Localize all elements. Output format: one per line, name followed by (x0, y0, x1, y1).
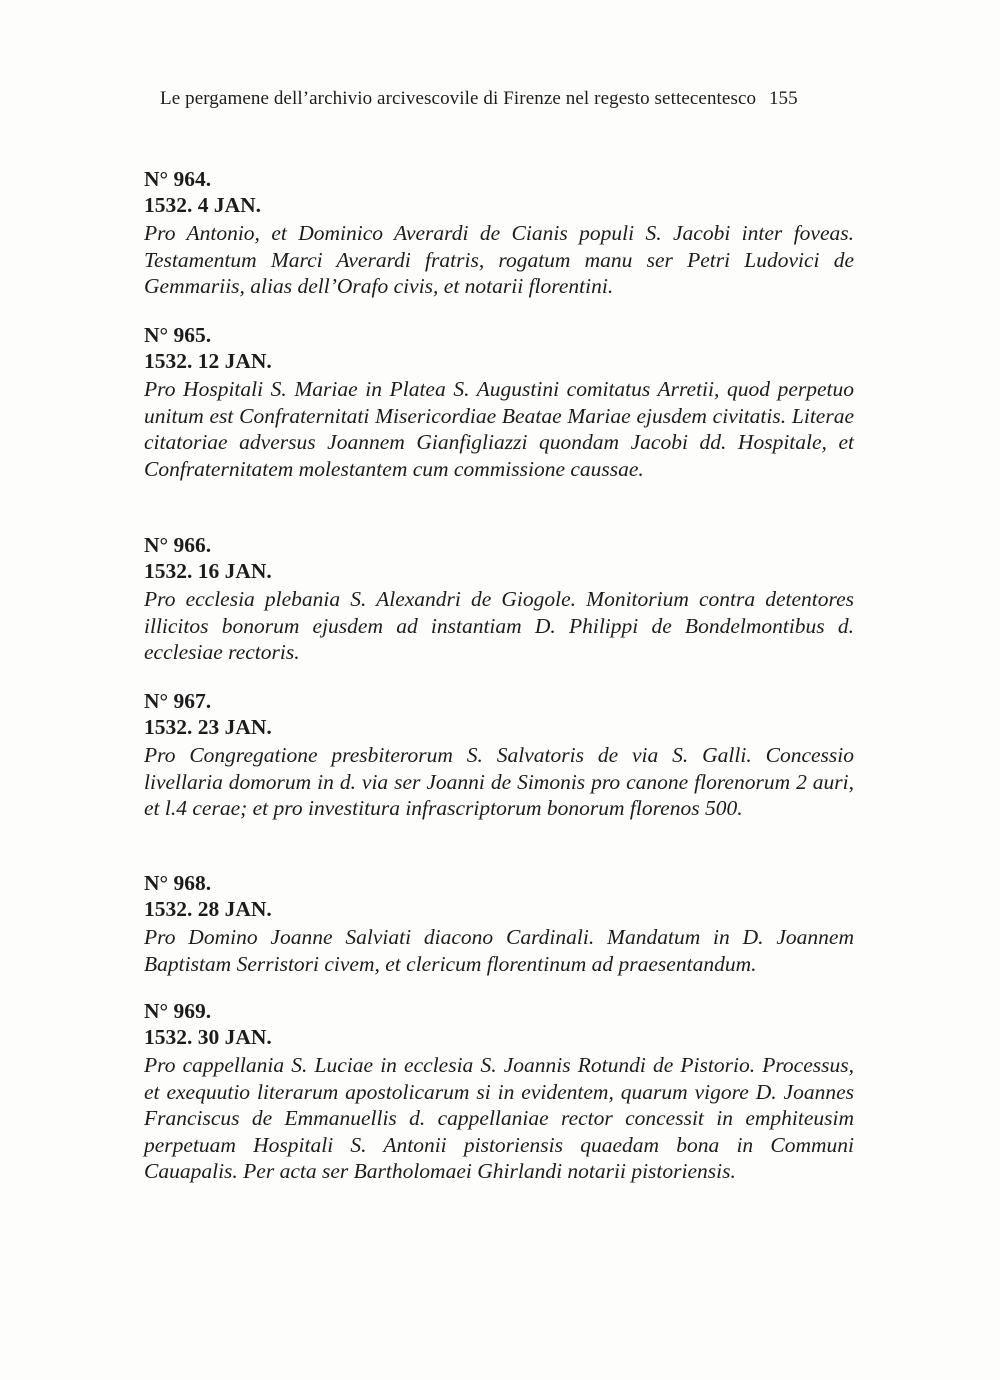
entry-number: N° 967. (144, 689, 212, 713)
header-title: Le pergamene dell’archivio arcivescovile di Firenze nel regesto settecentesco (160, 88, 757, 109)
entry-number: N° 968. (144, 871, 212, 895)
regesto-entry (144, 532, 854, 666)
regesto-entry (144, 166, 854, 300)
entry-text: Pro Congregatione presbiterorum S. Salvatoris de via S. Galli. Concessio livellaria domorum in d. via ser Joanni de Simonis pro canone florenorum 2 auri, et l.4 cerae; et pro investitura infrascriptorum bonorum florenos 500. (144, 743, 854, 820)
entry-text: Pro ecclesia plebania S. Alexandri de Giogole. Monitorium contra detentores illicitos bonorum ejusdem ad instantiam D. Philippi de Bondelmontibus d. ecclesiae rectoris. (144, 587, 854, 664)
entry-date: 1532. 23 JAN. (144, 715, 272, 739)
regesto-entry (144, 688, 854, 822)
entry-number: N° 964. (144, 167, 212, 191)
entry-date: 1532. 12 JAN. (144, 349, 272, 373)
entry-number: N° 969. (144, 999, 212, 1023)
running-header (160, 88, 850, 110)
regesto-entry (144, 998, 854, 1185)
entry-date: 1532. 16 JAN. (144, 559, 272, 583)
entry-date: 1532. 4 JAN. (144, 193, 262, 217)
entry-text: Pro Antonio, et Dominico Averardi de Cianis populi S. Jacobi inter foveas. Testamentum Marci Averardi fratris, rogatum manu ser Petri Ludovici de Gemmariis, alias dell’Orafo civis, et notarii florentini. (144, 221, 854, 298)
entry-date: 1532. 30 JAN. (144, 1025, 272, 1049)
regesto-entry (144, 322, 854, 482)
entry-text: Pro Hospitali S. Mariae in Platea S. Augustini comitatus Arretii, quod perpetuo unitum est Confraternitati Misericordiae Beatae Mariae ejusdem civitatis. Literae citatoriae adversus Joannem Gianfigliazzi quondam Jacobi dd. Hospitale, et Confraternitatem molestantem cum commissione caussae. (144, 377, 854, 481)
entry-number: N° 965. (144, 323, 212, 347)
page-number: 155 (768, 88, 798, 109)
entry-text: Pro cappellania S. Luciae in ecclesia S. Joannis Rotundi de Pistorio. Processus, et exequutio literarum apostolicarum si in evidentem, quarum vigore D. Joannes Franciscus de Emmanuellis d. cappellaniae rector concessit in emphiteusim perpetuam Hospitali S. Antonii pistoriensis quaedam bona in Communi Cauapalis. Per acta ser Bartholomaei Ghirlandi notarii pistoriensis. (144, 1053, 854, 1183)
regesto-entry (144, 870, 854, 977)
entry-text: Pro Domino Joanne Salviati diacono Cardinali. Mandatum in D. Joannem Baptistam Serristori civem, et clericum florentinum ad praesentandum. (144, 925, 854, 976)
entry-number: N° 966. (144, 533, 212, 557)
entry-date: 1532. 28 JAN. (144, 897, 272, 921)
